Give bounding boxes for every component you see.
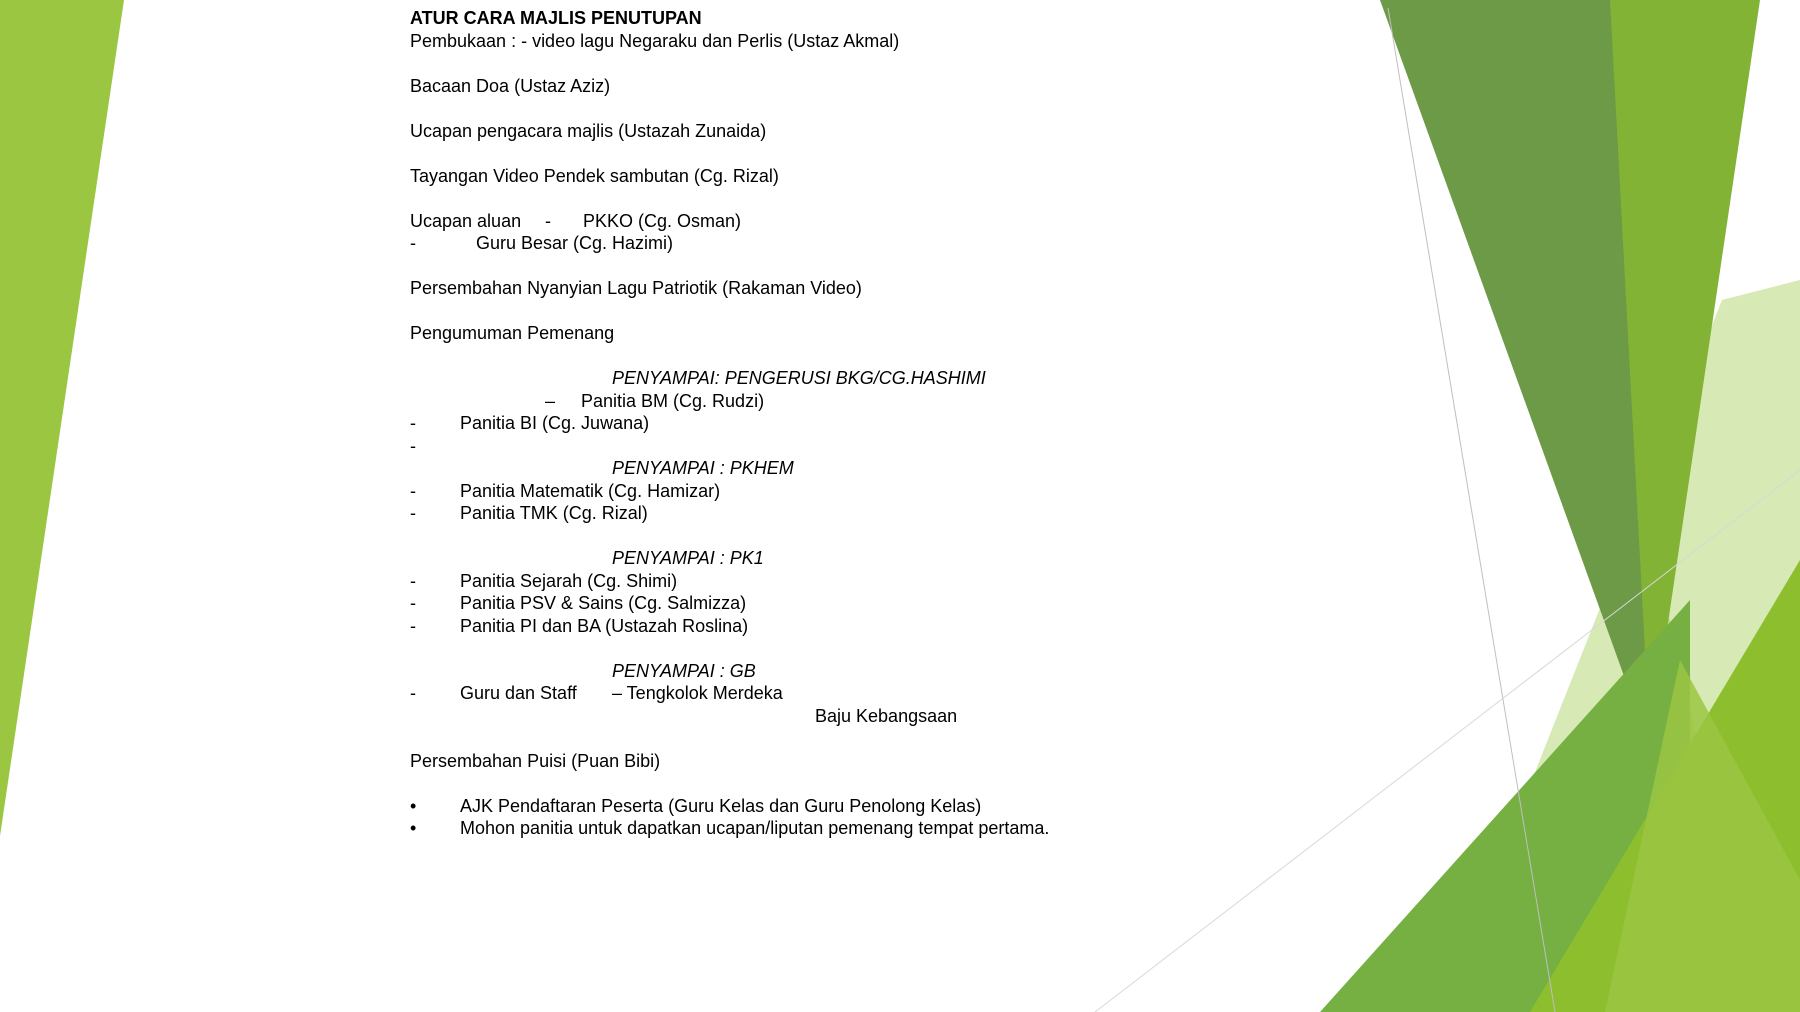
list-dash: - xyxy=(410,593,416,613)
list-dash: - xyxy=(410,503,416,523)
winners-announcement-line: Pengumuman Pemenang xyxy=(410,323,615,343)
list-item: Panitia Sejarah (Cg. Shimi) xyxy=(460,571,678,591)
welcome-speaker-2: Guru Besar (Cg. Hazimi) xyxy=(476,233,674,253)
presenter-heading: PENYAMPAI : PK1 xyxy=(612,548,764,568)
presenter-heading: PENYAMPAI : GB xyxy=(612,661,756,681)
song-performance-line: Persembahan Nyanyian Lagu Patriotik (Rakaman Video) xyxy=(410,278,862,298)
welcome-dash-2: - xyxy=(410,233,416,253)
welcome-speaker-1: PKKO (Cg. Osman) xyxy=(583,211,742,231)
list-dash: - xyxy=(410,571,416,591)
list-item: Panitia TMK (Cg. Rizal) xyxy=(460,503,648,523)
presenter-heading: PENYAMPAI: PENGERUSI BKG/CG.HASHIMI xyxy=(612,368,986,388)
list-item: Panitia BI (Cg. Juwana) xyxy=(460,413,650,433)
list-dash: - xyxy=(410,616,416,636)
list-dash: - xyxy=(410,413,416,433)
list-item: Panitia Matematik (Cg. Hamizar) xyxy=(460,481,721,501)
list-dash: - xyxy=(410,683,416,703)
prayer-line: Bacaan Doa (Ustaz Aziz) xyxy=(410,76,611,96)
list-dash: – xyxy=(545,391,556,411)
note-item: Mohon panitia untuk dapatkan ucapan/liputan pemenang tempat pertama. xyxy=(460,818,1050,838)
list-item: Panitia BM (Cg. Rudzi) xyxy=(581,391,765,411)
welcome-dash: - xyxy=(545,211,551,231)
note-item: AJK Pendaftaran Peserta (Guru Kelas dan Guru Penolong Kelas) xyxy=(460,796,982,816)
list-dash: - xyxy=(410,481,416,501)
opening-line: Pembukaan : - video lagu Negaraku dan Perlis (Ustaz Akmal) xyxy=(410,31,900,51)
list-item: Guru dan Staff xyxy=(460,683,577,703)
presenter-heading: PENYAMPAI : PKHEM xyxy=(612,458,794,478)
list-item: Panitia PI dan BA (Ustazah Roslina) xyxy=(460,616,749,636)
award-category: – Tengkolok Merdeka xyxy=(612,683,783,703)
list-item: Panitia PSV & Sains (Cg. Salmizza) xyxy=(460,593,747,613)
video-screening-line: Tayangan Video Pendek sambutan (Cg. Rizal) xyxy=(410,166,779,186)
poem-performance-line: Persembahan Puisi (Puan Bibi) xyxy=(410,751,661,771)
award-category-2: Baju Kebangsaan xyxy=(815,706,958,726)
mc-speech-line: Ucapan pengacara majlis (Ustazah Zunaida) xyxy=(410,121,767,141)
welcome-label: Ucapan aluan xyxy=(410,211,522,231)
list-dash: - xyxy=(410,436,416,456)
bullet-icon: • xyxy=(410,818,417,838)
document-title: ATUR CARA MAJLIS PENUTUPAN xyxy=(410,8,702,28)
bullet-icon: • xyxy=(410,796,417,816)
